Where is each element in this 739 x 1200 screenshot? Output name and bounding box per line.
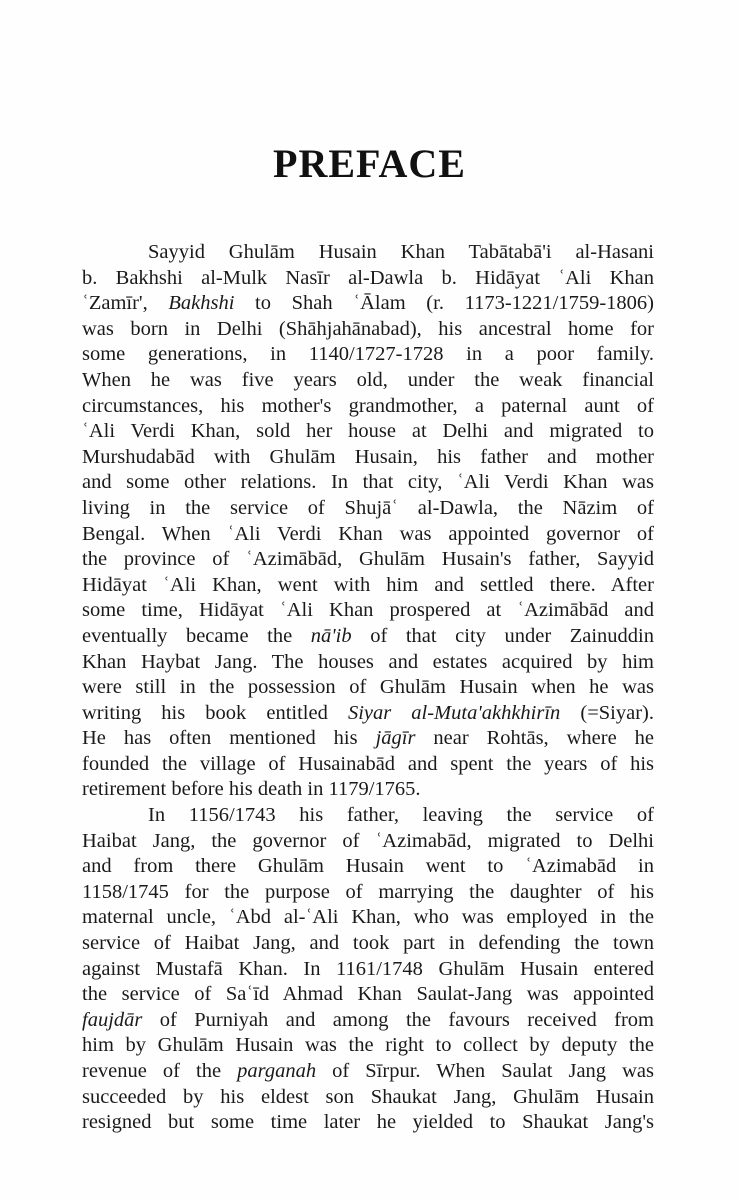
text-segment: some time, Hidāyat ʿAli Khan prospered at ʿAzimābād and (82, 599, 654, 622)
text-line (82, 1059, 654, 1085)
italic-term: faujdār (82, 1008, 143, 1031)
text-segment: 1158/1745 for the purpose of marrying the daughter of his (82, 880, 654, 903)
text-segment: was born in Delhi (Shāhjahānabad), his ancestral home for (82, 317, 654, 340)
text-segment: revenue of the (82, 1060, 238, 1082)
text-segment: were still in the possession of Ghulām Husain when he was (82, 676, 654, 699)
text-line (82, 342, 654, 368)
text-segment: to Shah ʿĀlam (r. 1173-1221/1759-1806) (234, 292, 654, 315)
text-line (82, 598, 654, 624)
text-line (82, 777, 654, 803)
text-segment: In 1156/1743 his father, leaving the service of (148, 804, 654, 827)
text-segment: Bengal. When ʿAli Verdi Khan was appointed governor of (82, 522, 654, 545)
text-line (82, 931, 654, 957)
text-segment: maternal uncle, ʿAbd al-ʿAli Khan, who was employed in the (82, 906, 654, 929)
text-line (82, 905, 654, 931)
italic-term: parganah (237, 1060, 317, 1082)
text-segment: Sayyid Ghulām Husain Khan Tabātabā'i al-Hasani (148, 241, 654, 263)
preface-body (82, 240, 654, 1136)
text-segment: of that city under Zainuddin (351, 624, 654, 647)
text-line (82, 522, 654, 548)
text-segment: resigned but some time later he yielded to Shaukat Jang's (82, 1111, 654, 1134)
page-title: PREFACE (273, 141, 466, 186)
text-line (82, 701, 654, 727)
text-line (82, 240, 654, 266)
italic-term: Bakhshi (168, 292, 235, 315)
text-line (82, 368, 654, 394)
text-line (82, 496, 654, 522)
text-line (82, 650, 654, 676)
text-segment: near Rohtās, where he (415, 727, 655, 750)
text-segment: retirement before his death in 1179/1765. (82, 778, 421, 801)
text-line (82, 829, 654, 855)
text-line (82, 266, 654, 292)
text-line (82, 675, 654, 701)
text-line (82, 880, 654, 906)
text-line (82, 1085, 654, 1111)
text-segment: (=Siyar). (560, 701, 654, 724)
text-segment: He has often mentioned his (82, 727, 376, 750)
text-segment: eventually became the (82, 624, 311, 647)
text-line (82, 547, 654, 573)
text-line (82, 1008, 654, 1034)
text-segment: ʿZamīr', (82, 292, 169, 315)
text-segment: living in the service of Shujāʿ al-Dawla, the Nāzim of (82, 496, 654, 519)
text-segment: b. Bakhshi al-Mulk Nasīr al-Dawla b. Hidāyat ʿAli Khan (82, 266, 654, 289)
text-segment: and some other relations. In that city, ʿAli Verdi Khan was (82, 471, 654, 494)
text-line (82, 1110, 654, 1136)
text-segment: some generations, in 1140/1727-1728 in a poor family. (82, 343, 654, 366)
text-segment: founded the village of Husainabād and spent the years of his (82, 752, 654, 775)
text-segment: him by Ghulām Husain was the right to collect by deputy the (82, 1034, 654, 1057)
text-line (82, 1033, 654, 1059)
italic-term: Siyar al-Muta'akhkhirīn (347, 701, 561, 724)
text-line (82, 726, 654, 752)
text-line (82, 317, 654, 343)
text-segment: ʿAli Verdi Khan, sold her house at Delhi and migrated to (82, 420, 654, 443)
text-segment: of Purniyah and among the favours received from (142, 1008, 654, 1031)
text-segment: and from there Ghulām Husain went to ʿAzimabād in (82, 855, 654, 878)
text-line (82, 752, 654, 778)
text-segment: service of Haibat Jang, and took part in defending the town (82, 932, 654, 955)
text-segment: the province of ʿAzimābād, Ghulām Husain's father, Sayyid (82, 548, 654, 571)
text-segment: Khan Haybat Jang. The houses and estates acquired by him (82, 650, 654, 673)
text-line (82, 470, 654, 496)
text-segment: Murshudabād with Ghulām Husain, his father and mother (82, 445, 654, 468)
text-segment: succeeded by his eldest son Shaukat Jang, Ghulām Husain (82, 1085, 654, 1108)
text-line (82, 854, 654, 880)
text-segment: writing his book entitled (82, 701, 348, 724)
text-line (82, 982, 654, 1008)
italic-term: nā'ib (310, 624, 352, 647)
text-segment: of Sīrpur. When Saulat Jang was (316, 1060, 654, 1082)
text-segment: the service of Saʿīd Ahmad Khan Saulat-Jang was appointed (82, 983, 654, 1006)
text-segment: Hidāyat ʿAli Khan, went with him and settled there. After (82, 573, 654, 596)
text-line (82, 419, 654, 445)
text-line (82, 394, 654, 420)
italic-term: jāgīr (375, 727, 416, 750)
text-line (82, 803, 654, 829)
text-line (82, 573, 654, 599)
text-line (82, 445, 654, 471)
text-segment: against Mustafā Khan. In 1161/1748 Ghulām Husain entered (82, 957, 654, 980)
text-segment: When he was five years old, under the weak financial (82, 368, 654, 391)
text-line (82, 624, 654, 650)
text-segment: Haibat Jang, the governor of ʿAzimabād, migrated to Delhi (82, 829, 654, 852)
text-line (82, 291, 654, 317)
text-segment: circumstances, his mother's grandmother, a paternal aunt of (82, 394, 654, 417)
text-line (82, 957, 654, 983)
